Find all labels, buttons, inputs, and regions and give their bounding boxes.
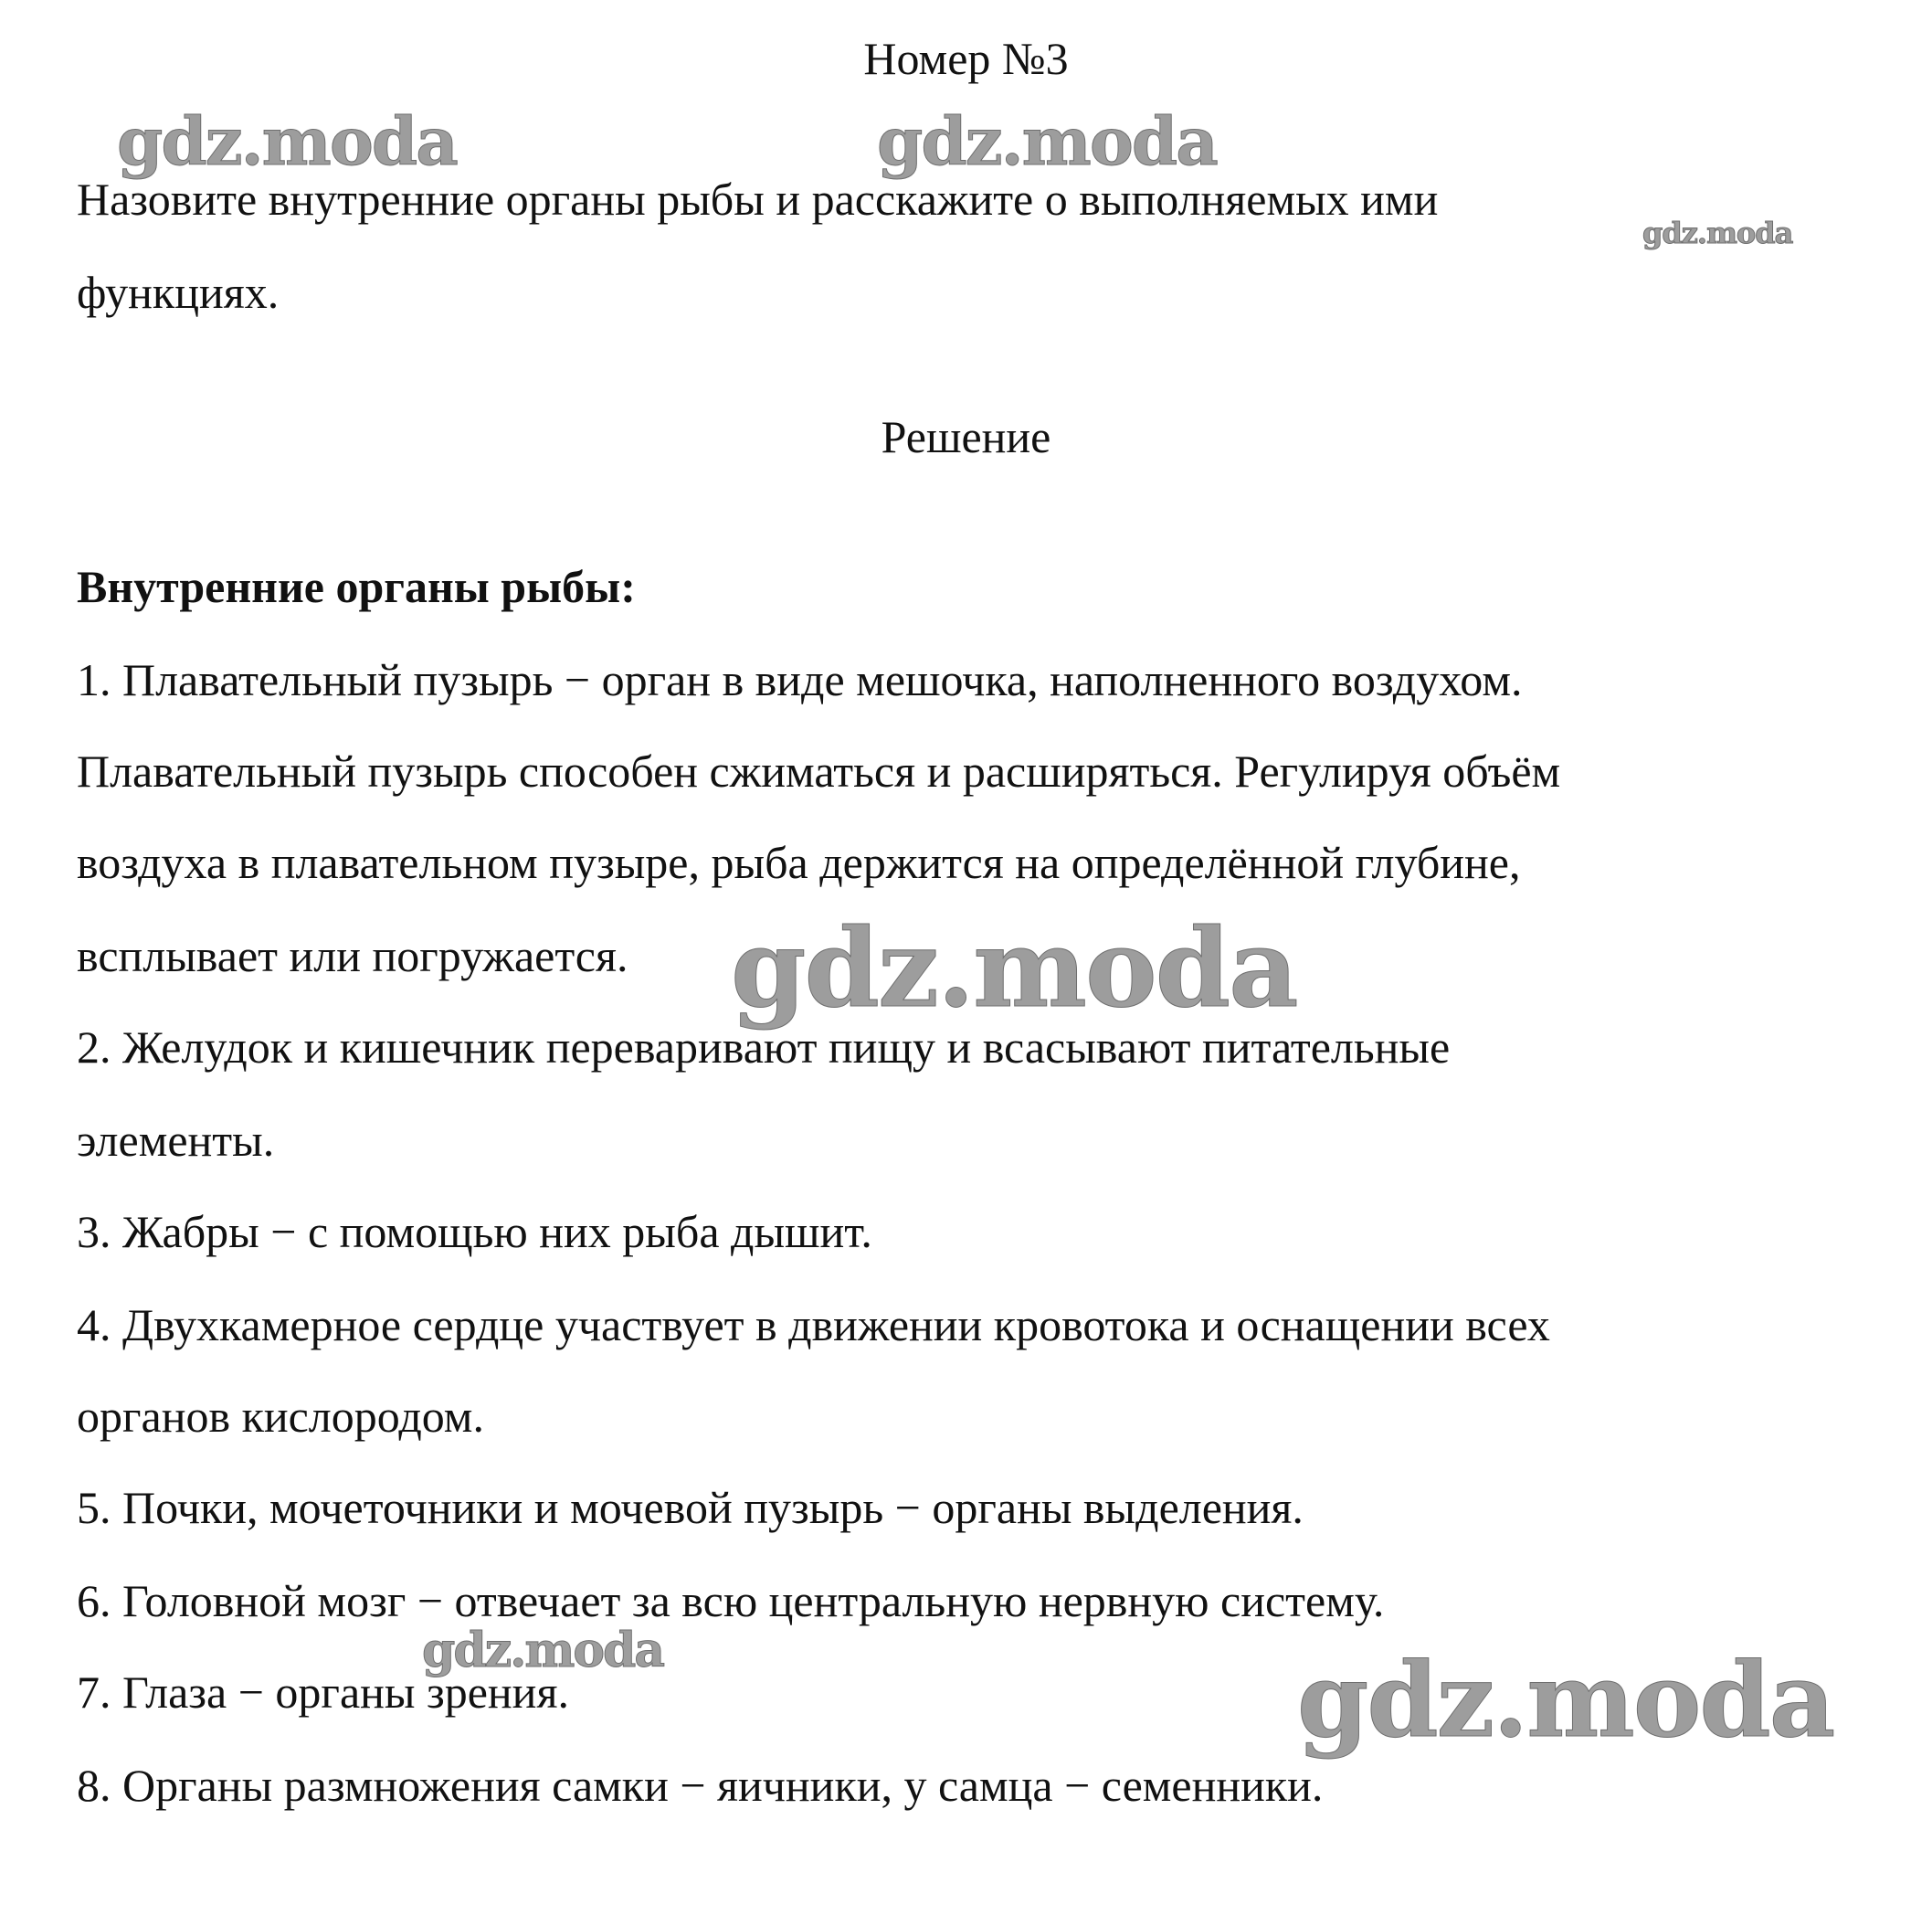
answer-line: 5. Почки, мочеточники и мочевой пузырь − органы выделения. [77, 1482, 1304, 1533]
answer-line: 1. Плавательный пузырь − орган в виде мешочка, наполненного воздухом. [77, 654, 1523, 705]
answer-line: 7. Глаза − органы зрения. [77, 1666, 569, 1718]
watermark: gdz.moda [1297, 1641, 1834, 1761]
answer-line: органов кислородом. [77, 1391, 484, 1442]
answer-line: 4. Двухкамерное сердце участвует в движении кровотока и оснащении всех [77, 1299, 1550, 1350]
watermark: gdz.moda [117, 102, 457, 180]
answer-line: 2. Желудок и кишечник переваривают пищу и всасывают питательные [77, 1021, 1451, 1073]
answer-line: всплывает или погружается. [77, 930, 628, 981]
watermark: gdz.moda [1642, 216, 1793, 250]
question-line-1: Назовите внутренние органы рыбы и расскажите о выполняемых ими [77, 174, 1439, 225]
watermark: gdz.moda [422, 1623, 664, 1678]
watermark: gdz.moda [731, 905, 1297, 1032]
answer-line: элементы. [77, 1115, 275, 1166]
watermark: gdz.moda [877, 102, 1217, 180]
answer-line: 8. Органы размножения самки − яичники, у самца − семенники. [77, 1760, 1324, 1811]
question-line-2: функциях. [77, 267, 280, 318]
answer-line: воздуха в плавательном пузыре, рыба держится на определённой глубине, [77, 837, 1521, 888]
solution-heading: Решение [881, 411, 1051, 462]
answer-line: Плавательный пузырь способен сжиматься и расширяться. Регулируя объём [77, 746, 1561, 797]
page-title: Номер №3 [863, 33, 1069, 84]
answer-line: 6. Головной мозг − отвечает за всю центральную нервную систему. [77, 1575, 1385, 1626]
section-title: Внутренние органы рыбы: [77, 561, 636, 612]
answer-line: 3. Жабры − с помощью них рыба дышит. [77, 1206, 872, 1257]
